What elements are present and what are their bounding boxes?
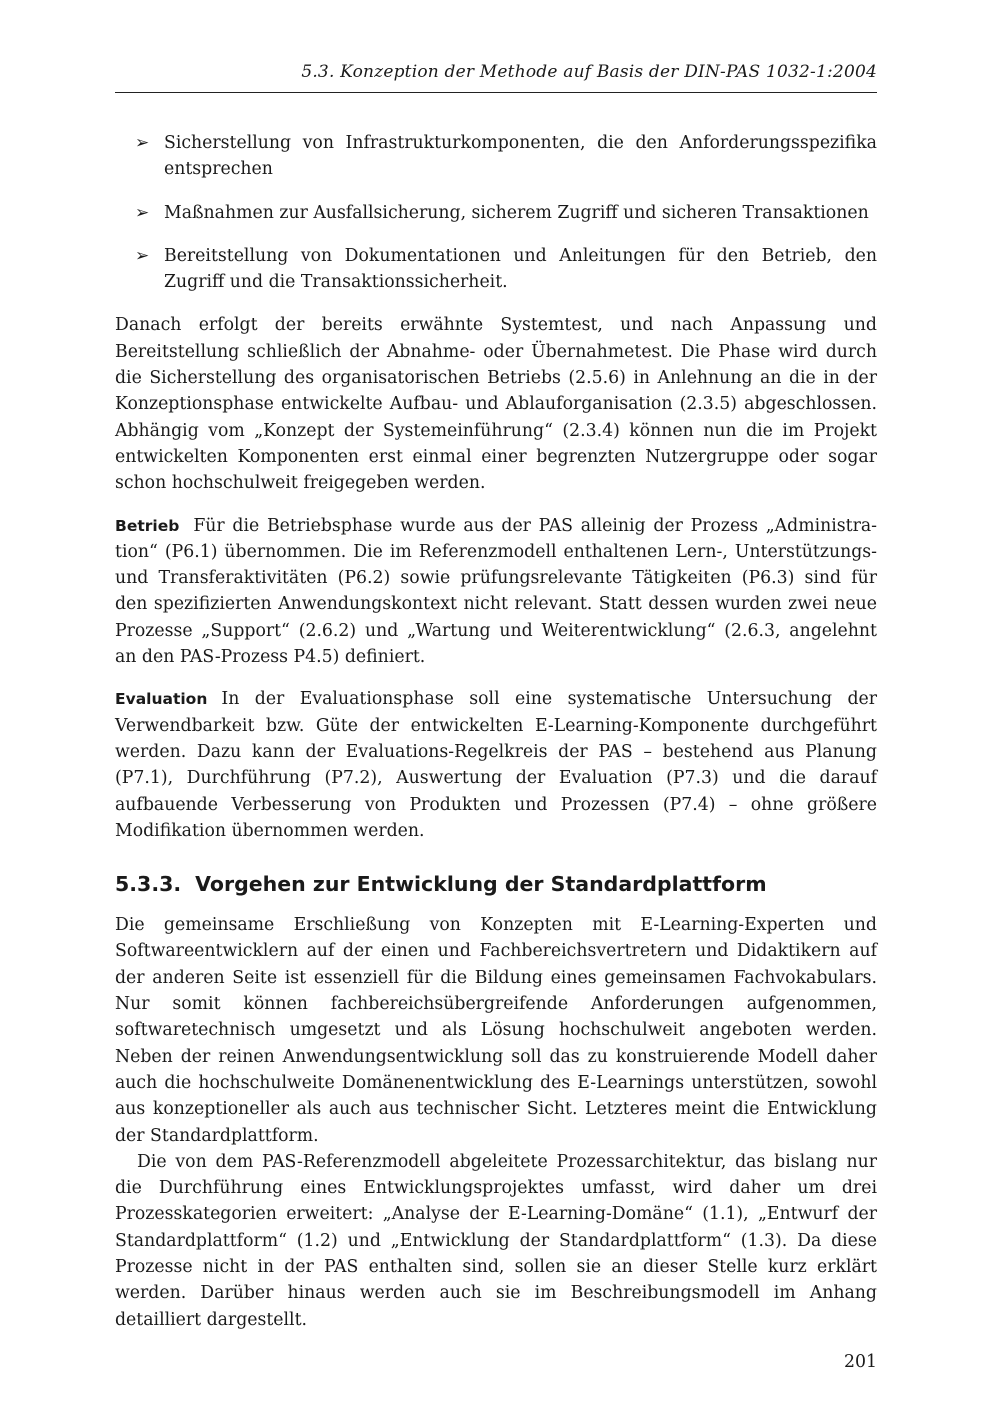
header-rule — [115, 92, 877, 93]
list-item-text: Bereitstellung von Dokumentationen und Anleitungen für den Betrieb, den Zugriff und die Transaktionssicherheit. — [164, 245, 877, 293]
arrow-bullet-icon: ➢ — [135, 133, 150, 153]
list-item-text: Sicherstellung von Infrastrukturkomponenten, die den Anforderungsspezifika entsprechen — [164, 133, 877, 180]
list-item — [115, 200, 877, 226]
bullet-list — [115, 130, 877, 295]
section-paragraph-2: Die von dem PAS-Referenzmodell abgeleitete Prozessarchitektur, das bislang nur die Durchführung eines Entwicklungsprojektes umfasst, wird daher um drei Prozesskategorien erweitert: „Analyse der E-Learning-Domäne“ (1.1), „Entwurf der Standardplattform“ (1.2) und „Entwicklung der Standardplattform“ (1.3). Da diese Prozesse nicht in der PAS enthalten sind, sollen sie an dieser Stelle kurz erklärt werden. Darüber hinaus werden auch sie im Beschreibungsmodell im Anhang detailliert dargestellt. — [115, 1151, 877, 1330]
list-item — [115, 130, 877, 183]
body-text — [115, 130, 877, 1333]
section-title: Vorgehen zur Entwicklung der Standardplattform — [195, 872, 767, 897]
page — [115, 0, 877, 1420]
runin-heading-betrieb: Betrieb — [115, 516, 180, 535]
paragraph-systemtest: Danach erfolgt der bereits erwähnte Systemtest, und nach Anpassung und Bereitstellung schließlich der Abnahme- oder Übernahmetest. Die Phase wird durch die Sicherstellung des organisatorischen Betriebs (2.5.6) in Anlehnung an die in der Konzeptionsphase entwickelte Aufbau- und Ablauforganisation (2.3.5) abgeschlossen. Abhängig vom „Konzept der Systemeinführung“ (2.3.4) können nun die im Projekt entwickelten Komponenten erst einmal einer begrenzten Nutzergruppe oder sogar schon hochschulweit freigegeben werden. — [115, 315, 877, 494]
paragraph-betrieb — [115, 513, 877, 671]
arrow-bullet-icon: ➢ — [135, 245, 150, 266]
list-item-text: Maßnahmen zur Ausfallsicherung, sicherem Zugriff und sicheren Transaktionen — [164, 202, 869, 223]
paragraph-evaluation-text: In der Evaluationsphase soll eine systematische Untersuchung der Verwendbarkeit bzw. Güte der entwickelten E-Learning-Komponente durchgeführt werden. Dazu kann der Evaluations-Regelkreis der PAS – bestehend aus Planung (P7.1), Durchführung (P7.2), Auswertung der Evaluation (P7.3) und die darauf aufbauende Verbesserung von Produkten und Prozessen (P7.4) – ohne größere Modifikation übernommen werden. — [115, 689, 877, 841]
paragraph-evaluation — [115, 686, 877, 844]
list-item — [115, 243, 877, 296]
section-number: 5.3.3. — [115, 872, 182, 897]
section-heading — [115, 870, 877, 898]
arrow-bullet-icon: ➢ — [135, 202, 150, 223]
running-header: 5.3. Konzeption der Methode auf Basis der DIN-PAS 1032-1:2004 — [301, 62, 877, 82]
paragraph-betrieb-text: Für die Betriebsphase wurde aus der PAS alleinig der Prozess „Administration“ (P6.1) übernommen. Die im Referenzmodell enthaltenen Lern-, Unterstützungs- und Transferaktivitäten (P6.2) sowie prüfungsrelevante Tätigkeiten (P6.3) sind für den spezifizierten Anwendungskontext nicht relevant. Statt dessen wurden zwei neue Prozesse „Support“ (2.6.2) und „Wartung und Weiterentwicklung“ (2.6.3, angelehnt an den PAS-Prozess P4.5) definiert. — [115, 515, 877, 668]
runin-heading-evaluation: Evaluation — [115, 690, 208, 709]
section-paragraph-1: Die gemeinsame Erschließung von Konzepten mit E-Learning-Experten und Softwareentwicklern auf der einen und Fachbereichsvertretern und Didaktikern auf der anderen Seite ist essenziell für die Bildung eines gemeinsamen Fachvokabulars. Nur somit können fachbereichsübergreifende Anforderungen aufgenommen, softwaretechnisch umgesetzt und als Lösung hochschulweit angeboten werden. Neben der reinen Anwendungsentwicklung soll das zu konstruierende Modell daher auch die hochschulweite Domänenentwicklung des E-Learnings unterstützen, sowohl aus konzeptioneller als auch aus technischer Sicht. Letzteres meint die Entwicklung der Standardplattform. — [115, 915, 877, 1146]
page-number: 201 — [844, 1352, 877, 1372]
